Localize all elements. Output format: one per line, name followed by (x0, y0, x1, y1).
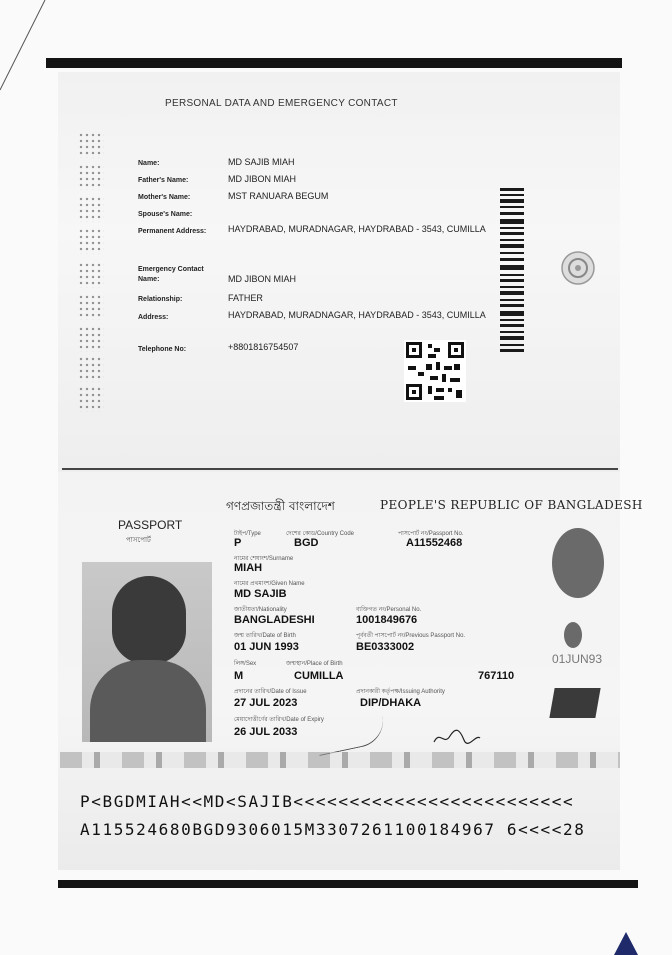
country-code-value: BGD (294, 537, 319, 549)
issue-date-caption: প্রদানের তারিখ/Date of Issue (234, 689, 307, 695)
passport-no-value: A11552468 (406, 537, 463, 549)
country-code-caption: দেশের কোড/Country Code (286, 531, 354, 537)
dob-caption: জন্ম তারিখ/Date of Birth (234, 633, 296, 639)
mrz-line-1: P<BGDMIAH<<MD<SAJIB<<<<<<<<<<<<<<<<<<<<<<<<< (80, 792, 575, 811)
bottom-border (58, 880, 638, 888)
surname-caption: নামের শেষাংশ/Surname (234, 556, 294, 562)
chip-symbol-icon (549, 688, 600, 718)
country-name-english: PEOPLE'S REPUBLIC OF BANGLADESH (380, 498, 643, 512)
ec-name-label: Name: (138, 276, 160, 283)
expiry-date-caption: মেয়াদোত্তীর্ণের তারিখ/Date of Expiry (234, 717, 324, 723)
photo-body (90, 660, 206, 742)
emergency-contact-heading: Emergency Contact (138, 266, 204, 273)
security-strip (60, 752, 620, 768)
passport-label: PASSPORT (118, 518, 183, 532)
officer-signature (432, 726, 482, 748)
mrz-line-2: A115524680BGD9306015M3307261100184967 6<<<<28 (80, 820, 586, 839)
corner-fold-line (0, 0, 60, 100)
top-border (46, 58, 622, 68)
ghost-image-small (564, 622, 582, 648)
corner-mark-icon (612, 930, 642, 955)
vertical-barcode (500, 188, 530, 358)
relationship-value: FATHER (228, 293, 263, 303)
security-dots (78, 228, 104, 254)
given-name-caption: নামের প্রথমাংশ/Given Name (234, 581, 305, 587)
expiry-date-value: 26 JUL 2033 (234, 726, 298, 738)
holder-photo (82, 562, 212, 742)
country-name-bengali: গণপ্রজাতন্ত্রী বাংলাদেশ (226, 499, 335, 513)
ec-name-value: MD JIBON MIAH (228, 274, 297, 284)
pob-caption: জন্মস্থান/Place of Birth (286, 661, 343, 667)
mothers-name-label: Mother's Name: (138, 194, 191, 201)
relationship-label: Relationship: (138, 296, 183, 303)
extra-number-value: 767110 (478, 670, 515, 682)
prev-passport-value: BE0333002 (356, 641, 415, 653)
name-value: MD SAJIB MIAH (228, 157, 295, 167)
mothers-name-value: MST RANUARA BEGUM (228, 191, 329, 201)
telephone-label: Telephone No: (138, 346, 187, 353)
fathers-name-label: Father's Name: (138, 177, 189, 184)
security-dots (78, 132, 104, 158)
ghost-image-top (552, 528, 604, 598)
nationality-caption: জাতীয়তা/Nationality (234, 607, 287, 613)
security-dots (78, 386, 104, 412)
qr-code (404, 340, 466, 402)
authority-value: DIP/DHAKA (360, 697, 422, 709)
spouses-name-label: Spouse's Name: (138, 211, 193, 218)
photo-head (112, 576, 186, 664)
name-label: Name: (138, 160, 160, 167)
permanent-address-label: Permanent Address: (138, 228, 207, 235)
security-dots (78, 326, 104, 352)
passport-label-bengali: পাসপোর্ট (126, 537, 151, 544)
security-dots (78, 262, 104, 288)
security-dots (78, 294, 104, 320)
page-divider (62, 468, 618, 470)
security-dots (78, 356, 104, 382)
security-dots (78, 164, 104, 190)
personal-no-value: 1001849676 (356, 614, 418, 626)
passport-no-caption: পাসপোর্ট নং/Passport No. (398, 531, 464, 537)
nationality-value: BANGLADESHI (234, 614, 315, 626)
issue-date-value: 27 JUL 2023 (234, 697, 298, 709)
type-caption: টাইপ/Type (234, 531, 261, 537)
place-of-birth-value: CUMILLA (294, 670, 344, 682)
telephone-value: +8801816754507 (228, 342, 299, 352)
sex-caption: লিঙ্গ/Sex (234, 661, 257, 667)
surname-value: MIAH (234, 562, 263, 574)
ghost-dob-text: 01JUN93 (552, 652, 603, 666)
authority-caption: প্রদানকারী কর্তৃপক্ষ/Issuing Authority (356, 689, 445, 695)
dob-value: 01 JUN 1993 (234, 641, 299, 653)
hologram-seal-icon (560, 250, 596, 286)
address-value: HAYDRABAD, MURADNAGAR, HAYDRABAD - 3543, CUMILLA (228, 310, 486, 320)
personal-no-caption: ব্যক্তিগত নং/Personal No. (356, 607, 422, 613)
sex-value: M (234, 670, 244, 682)
permanent-address-value: HAYDRABAD, MURADNAGAR, HAYDRABAD - 3543, CUMILLA (228, 224, 486, 234)
prev-passport-caption: পূর্ববর্তী পাসপোর্ট নং/Previous Passport No. (356, 633, 466, 639)
fathers-name-value: MD JIBON MIAH (228, 174, 297, 184)
given-name-value: MD SAJIB (234, 588, 287, 600)
page-title: PERSONAL DATA AND EMERGENCY CONTACT (165, 98, 398, 109)
security-dots (78, 196, 104, 222)
address-label: Address: (138, 314, 169, 321)
type-value: P (234, 537, 242, 549)
